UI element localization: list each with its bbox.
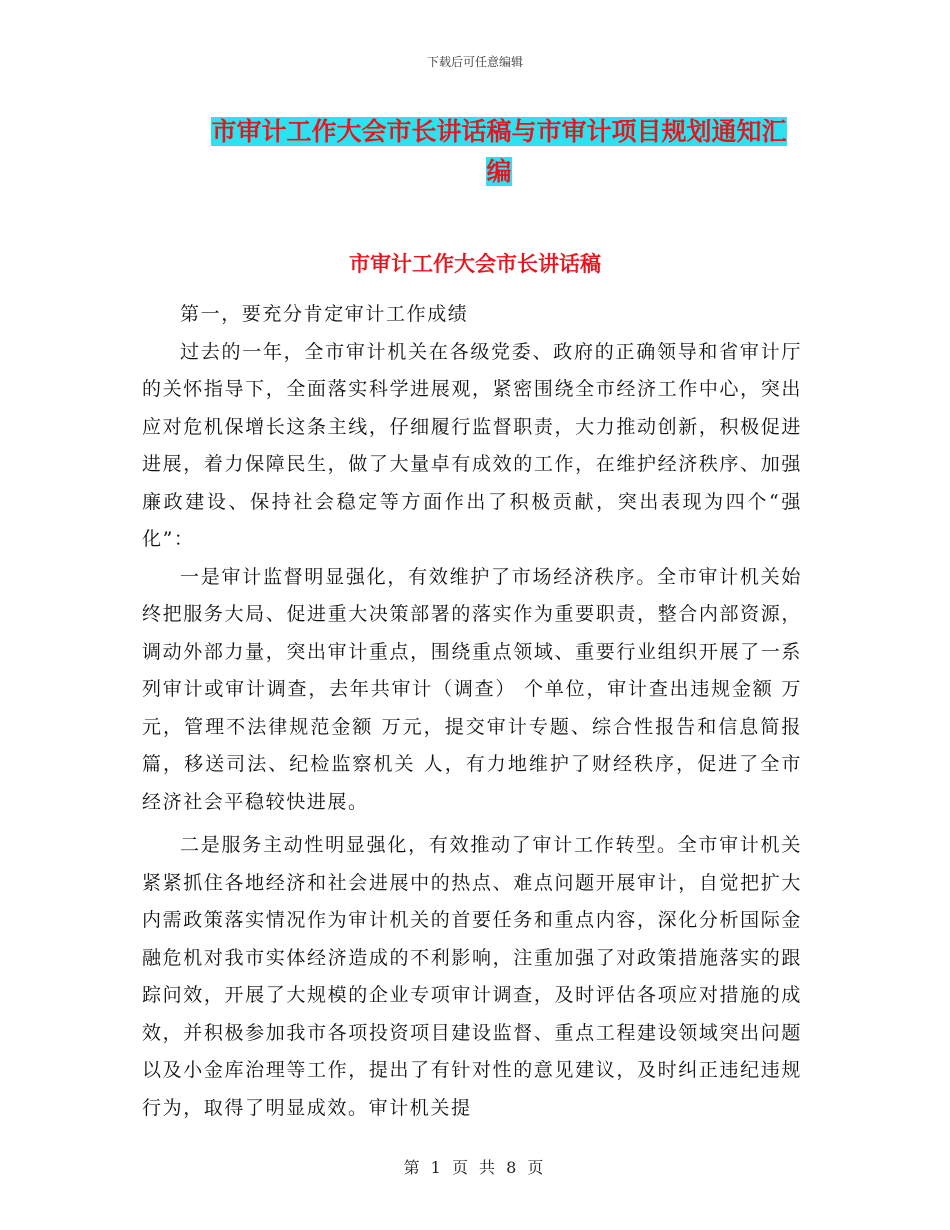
paragraph: 二是服务主动性明显强化，有效推动了审计工作转型。全市审计机关紧紧抓住各地经济和社会进展中的热点、难点问题开展审计，自觉把扩大内需政策落实情况作为审计机关的首要任务和重点内容，深化分析国际金融危机对我市实体经济造成的不利影响，注重加强了对政策措施落实的跟踪问效，开展了大规模的企业专项审计调查，及时评估各项应对措施的成效，并积极参加我市各项投资项目建设监督、重点工程建设领域突出问题以及小金库治理等工作，提出了有针对性的意见建议，及时纠正违纪违规行为，取得了明显成效。审计机关提 bbox=[142, 834, 802, 1119]
paragraph: 过去的一年，全市审计机关在各级党委、政府的正确领导和省审计厅的关怀指导下，全面落实科学进展观，紧密围绕全市经济工作中心，突出应对危机保增长这条主线，仔细履行监督职责，大力推动创新，积极促进进展，着力保障民生，做了大量卓有成效的工作，在维护经济秩序、加强廉政建设、保持社会稳定等方面作出了积极贡献，突出表现为四个“强化”： bbox=[142, 340, 802, 550]
document-body bbox=[142, 296, 802, 1127]
paragraph-heading: 第一，要充分肯定审计工作成绩 bbox=[180, 303, 469, 325]
section-title: 市审计工作大会市长讲话稿 bbox=[349, 252, 601, 276]
paragraph: 一是审计监督明显强化，有效维护了市场经济秩序。全市审计机关始终把服务大局、促进重大决策部署的落实作为重要职责，整合内部资源，调动外部力量，突出审计重点，围绕重点领域、重要行业组织开展了一系列审计或审计调查，去年共审计（调查） 个单位，审计查出违规金额 万元，管理不法律规范金额 万元，提交审计专题、综合性报告和信息简报 篇，移送司法、纪检监察机关 人，有力地维护了财经秩序，促进了全市经济社会平稳较快进展。 bbox=[142, 565, 802, 813]
document-title bbox=[193, 112, 805, 192]
header-note: 下载后可任意编辑 bbox=[426, 55, 523, 69]
document-title-line2: 编 bbox=[486, 157, 512, 186]
page-footer: 第 1 页 共 8 页 bbox=[403, 1158, 547, 1177]
document-title-line1: 市审计工作大会市长讲话稿与市审计项目规划通知汇 bbox=[211, 117, 787, 146]
